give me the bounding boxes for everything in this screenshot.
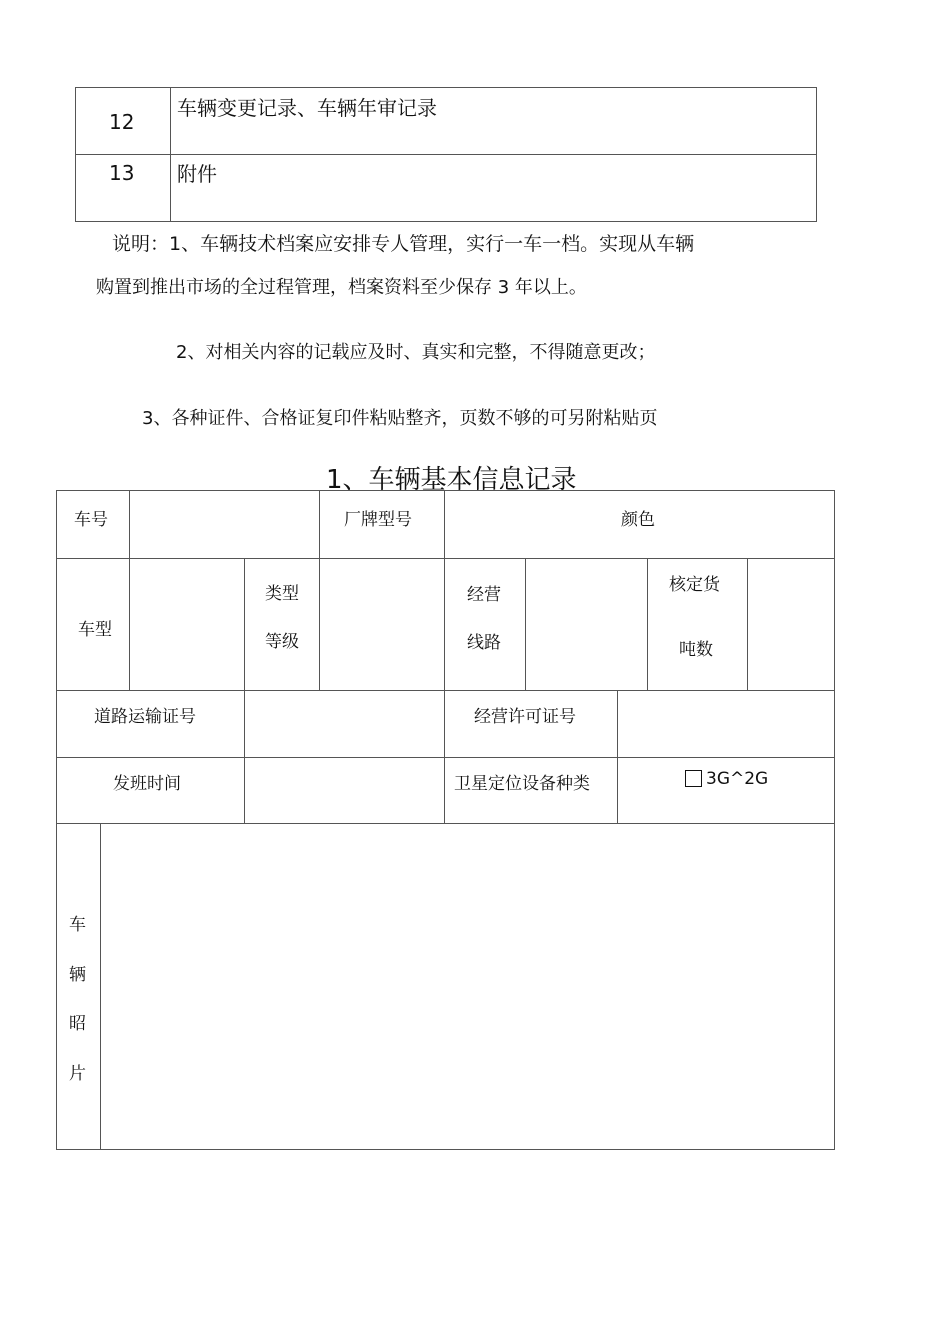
vehicle-type-value-cell[interactable]	[129, 558, 245, 691]
capacity-label-line-1: 核定货	[669, 575, 720, 595]
photo-area[interactable]	[100, 823, 835, 1150]
top-table-row-13-text-cell	[170, 154, 817, 222]
route-label-line-1: 经营	[467, 585, 501, 605]
row-12-description: 车辆变更记录、车辆年审记录	[177, 96, 437, 120]
color-label: 颜色	[621, 510, 655, 530]
route-label-line-2: 线路	[467, 633, 501, 653]
plate-label: 车号	[74, 510, 108, 530]
photo-label-char-1: 车	[69, 915, 86, 935]
transport-cert-value-cell[interactable]	[244, 690, 445, 758]
gps-options: 3G^2G	[706, 769, 769, 789]
gps-label: 卫星定位设备种类	[454, 774, 590, 794]
business-license-value-cell[interactable]	[617, 690, 835, 758]
photo-label-char-4: 片	[69, 1064, 86, 1084]
checkbox-icon[interactable]	[685, 770, 702, 787]
note-line-2: 购置到推出市场的全过程管理，档案资料至少保存 3 年以上。	[96, 277, 587, 298]
capacity-label-line-2: 吨数	[679, 640, 713, 660]
transport-cert-label: 道路运输证号	[94, 707, 196, 727]
photo-label-char-3: 昭	[69, 1014, 86, 1034]
section-title: 1、车辆基本信息记录	[326, 465, 577, 495]
route-label-cell	[444, 558, 526, 691]
business-license-label: 经营许可证号	[474, 707, 576, 727]
route-value-cell[interactable]	[525, 558, 648, 691]
vehicle-type-label: 车型	[78, 620, 112, 640]
model-label: 厂牌型号	[344, 510, 412, 530]
class-label-cell	[244, 558, 320, 691]
departure-label: 发班时间	[113, 774, 181, 794]
class-label-line-1: 类型	[265, 584, 299, 604]
row-13-number: 13	[109, 161, 135, 185]
departure-value-cell[interactable]	[244, 757, 445, 824]
photo-label-char-2: 辆	[69, 965, 86, 985]
note-line-3: 2、对相关内容的记载应及时、真实和完整，不得随意更改；	[176, 342, 656, 363]
row-13-description: 附件	[177, 162, 217, 186]
row-12-number: 12	[109, 110, 135, 134]
note-line-1: 说明：1、车辆技术档案应安排专人管理，实行一车一档。实现从车辆	[112, 233, 695, 255]
photo-label-cell	[56, 823, 101, 1150]
class-label-line-2: 等级	[265, 632, 299, 652]
capacity-value-cell[interactable]	[747, 558, 835, 691]
note-line-4: 3、各种证件、合格证复印件粘贴整齐，页数不够的可另附粘贴页	[142, 408, 658, 429]
plate-value-cell[interactable]	[129, 490, 320, 559]
class-value-cell[interactable]	[319, 558, 445, 691]
gps-value-cell[interactable]	[617, 757, 835, 824]
